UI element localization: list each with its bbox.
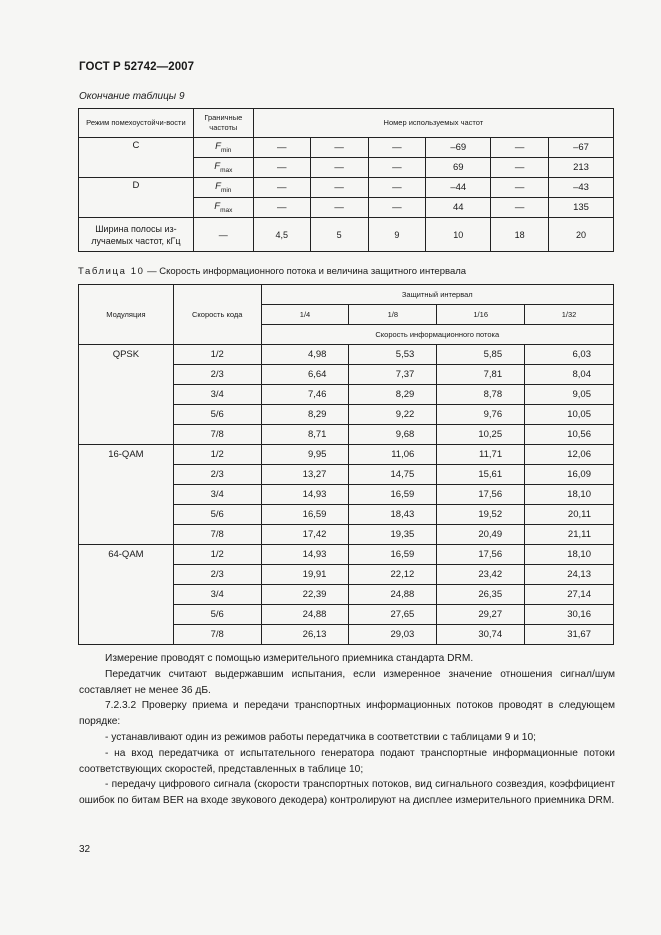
rate-value-cell: 24,88 bbox=[349, 585, 437, 605]
rate-value-cell: 14,75 bbox=[349, 465, 437, 485]
table-row bbox=[79, 445, 614, 465]
rate-value-cell: 22,39 bbox=[261, 585, 349, 605]
rate-value-cell: 17,42 bbox=[261, 525, 349, 545]
guard-interval-value: 1/32 bbox=[525, 305, 614, 325]
modulation-cell: 16-QAM bbox=[79, 445, 174, 545]
mode-cell: C bbox=[79, 138, 194, 178]
table10-caption-text: — Скорость информационного потока и величина защитного интервала bbox=[144, 266, 467, 277]
limit-symbol-sub: min bbox=[220, 146, 232, 154]
modulation-cell: 64-QAM bbox=[79, 545, 174, 645]
rate-value-cell: 8,78 bbox=[437, 385, 525, 405]
value-cell: — bbox=[491, 178, 549, 198]
guard-interval-value: 1/4 bbox=[261, 305, 349, 325]
header-mode: Режим помехоустойчи-вости bbox=[79, 109, 194, 138]
value-cell: –67 bbox=[549, 138, 614, 158]
rate-value-cell: 17,56 bbox=[437, 485, 525, 505]
table10-caption-number: Таблица 10 bbox=[78, 266, 145, 277]
value-cell: — bbox=[491, 138, 549, 158]
rate-value-cell: 23,42 bbox=[437, 565, 525, 585]
value-cell: — bbox=[310, 138, 368, 158]
limit-symbol bbox=[193, 138, 253, 158]
rate-value-cell: 20,11 bbox=[525, 505, 614, 525]
value-cell: –44 bbox=[426, 178, 491, 198]
rate-value-cell: 26,13 bbox=[261, 625, 349, 645]
paragraph: 7.2.3.2 Проверку приема и передачи транспортных информационных потоков проводят в следующем порядке: bbox=[79, 700, 615, 728]
value-cell: — bbox=[310, 178, 368, 198]
limit-symbol-sub: max bbox=[220, 166, 233, 174]
code-rate-cell: 1/2 bbox=[173, 445, 261, 465]
rate-value-cell: 16,59 bbox=[349, 545, 437, 565]
rate-value-cell: 9,95 bbox=[261, 445, 349, 465]
rate-value-cell: 16,09 bbox=[525, 465, 614, 485]
rate-value-cell: 21,11 bbox=[525, 525, 614, 545]
rate-value-cell: 24,13 bbox=[525, 565, 614, 585]
rate-value-cell: 20,49 bbox=[437, 525, 525, 545]
value-cell: –43 bbox=[549, 178, 614, 198]
document-header: ГОСТ Р 52742—2007 bbox=[79, 61, 195, 73]
value-cell: — bbox=[368, 138, 426, 158]
value-cell: 44 bbox=[426, 198, 491, 218]
rate-value-cell: 30,16 bbox=[525, 605, 614, 625]
rate-value-cell: 6,64 bbox=[261, 365, 349, 385]
rate-value-cell: 8,29 bbox=[261, 405, 349, 425]
code-rate-cell: 5/6 bbox=[173, 405, 261, 425]
rate-value-cell: 8,71 bbox=[261, 425, 349, 445]
page-number: 32 bbox=[79, 844, 91, 855]
rate-value-cell: 13,27 bbox=[261, 465, 349, 485]
value-cell: — bbox=[491, 198, 549, 218]
rate-value-cell: 9,05 bbox=[525, 385, 614, 405]
rate-value-cell: 5,85 bbox=[437, 345, 525, 365]
paragraph: Передатчик считают выдержавшим испытания, если измеренное значение отношения сигнал/шум составляет не менее 36 дБ. bbox=[79, 668, 615, 696]
table-10 bbox=[78, 284, 614, 645]
rate-value-cell: 16,59 bbox=[349, 485, 437, 505]
code-rate-cell: 3/4 bbox=[173, 585, 261, 605]
rate-value-cell: 10,25 bbox=[437, 425, 525, 445]
rate-value-cell: 15,61 bbox=[437, 465, 525, 485]
limit-symbol bbox=[193, 198, 253, 218]
rate-value-cell: 8,29 bbox=[349, 385, 437, 405]
rate-value-cell: 29,03 bbox=[349, 625, 437, 645]
modulation-cell: QPSK bbox=[79, 345, 174, 445]
code-rate-cell: 1/2 bbox=[173, 545, 261, 565]
code-rate-cell: 5/6 bbox=[173, 605, 261, 625]
rate-value-cell: 11,71 bbox=[437, 445, 525, 465]
rate-value-cell: 7,46 bbox=[261, 385, 349, 405]
list-item: - устанавливают один из режимов работы передатчика в соответствии с таблицами 9 и 10; bbox=[105, 731, 536, 743]
value-cell: 18 bbox=[491, 218, 549, 252]
value-cell: 5 bbox=[310, 218, 368, 252]
value-cell: — bbox=[368, 178, 426, 198]
rate-value-cell: 11,06 bbox=[349, 445, 437, 465]
value-cell: — bbox=[368, 198, 426, 218]
value-cell: — bbox=[253, 178, 310, 198]
limit-symbol-letter: F bbox=[214, 161, 221, 173]
limit-symbol-letter: F bbox=[215, 181, 221, 193]
value-cell: 69 bbox=[426, 158, 491, 178]
rate-value-cell: 14,93 bbox=[261, 545, 349, 565]
rate-value-cell: 19,52 bbox=[437, 505, 525, 525]
bandwidth-label: Ширина полосы из-лучаемых частот, кГц bbox=[79, 218, 194, 252]
rate-value-cell: 12,06 bbox=[525, 445, 614, 465]
code-rate-cell: 7/8 bbox=[173, 525, 261, 545]
code-rate-cell: 5/6 bbox=[173, 505, 261, 525]
code-rate-cell: 2/3 bbox=[173, 565, 261, 585]
rate-value-cell: 17,56 bbox=[437, 545, 525, 565]
value-cell: — bbox=[310, 158, 368, 178]
table9-caption: Окончание таблицы 9 bbox=[79, 91, 185, 102]
code-rate-cell: 2/3 bbox=[173, 465, 261, 485]
guard-interval-value: 1/16 bbox=[437, 305, 525, 325]
header-code-rate: Скорость кода bbox=[173, 285, 261, 345]
value-cell: 4,5 bbox=[253, 218, 310, 252]
list-item: - передачу цифрового сигнала (скорости транспортных потоков, вид сигнального созвездия, коэффициент ошибок по битам BER на входе звукового декодера) контролируют на дисплее измерительного приемника DRM. bbox=[79, 779, 615, 807]
code-rate-cell: 7/8 bbox=[173, 625, 261, 645]
body-text bbox=[79, 651, 615, 809]
code-rate-cell: 7/8 bbox=[173, 425, 261, 445]
limit-symbol bbox=[193, 178, 253, 198]
value-cell: — bbox=[253, 198, 310, 218]
rate-value-cell: 18,43 bbox=[349, 505, 437, 525]
rate-value-cell: 16,59 bbox=[261, 505, 349, 525]
value-cell: 135 bbox=[549, 198, 614, 218]
header-freq-number: Номер используемых частот bbox=[253, 109, 613, 138]
header-modulation: Модуляция bbox=[79, 285, 174, 345]
value-cell: — bbox=[368, 158, 426, 178]
rate-value-cell: 10,56 bbox=[525, 425, 614, 445]
limit-symbol-letter: F bbox=[215, 141, 221, 153]
rate-value-cell: 7,81 bbox=[437, 365, 525, 385]
rate-value-cell: 26,35 bbox=[437, 585, 525, 605]
rate-value-cell: 6,03 bbox=[525, 345, 614, 365]
value-cell: 10 bbox=[426, 218, 491, 252]
table-row bbox=[79, 345, 614, 365]
value-cell: — bbox=[193, 218, 253, 252]
rate-value-cell: 4,98 bbox=[261, 345, 349, 365]
rate-value-cell: 8,04 bbox=[525, 365, 614, 385]
header-info-rate: Скорость информационного потока bbox=[261, 325, 613, 345]
list-item: - на вход передатчика от испытательного генератора подают транспортные информационные потоки соответствующих скоростей, представленных в таблице 10; bbox=[79, 747, 615, 775]
value-cell: — bbox=[491, 158, 549, 178]
code-rate-cell: 1/2 bbox=[173, 345, 261, 365]
rate-value-cell: 22,12 bbox=[349, 565, 437, 585]
value-cell: –69 bbox=[426, 138, 491, 158]
mode-cell: D bbox=[79, 178, 194, 218]
rate-value-cell: 19,91 bbox=[261, 565, 349, 585]
rate-value-cell: 5,53 bbox=[349, 345, 437, 365]
value-cell: — bbox=[253, 158, 310, 178]
rate-value-cell: 9,76 bbox=[437, 405, 525, 425]
table10-caption bbox=[78, 266, 466, 277]
rate-value-cell: 24,88 bbox=[261, 605, 349, 625]
limit-symbol-letter: F bbox=[214, 201, 221, 213]
code-rate-cell: 3/4 bbox=[173, 485, 261, 505]
limit-symbol bbox=[193, 158, 253, 178]
rate-value-cell: 29,27 bbox=[437, 605, 525, 625]
limit-symbol-sub: min bbox=[220, 186, 232, 194]
rate-value-cell: 31,67 bbox=[525, 625, 614, 645]
header-guard-interval: Защитный интервал bbox=[261, 285, 613, 305]
table-9 bbox=[78, 108, 614, 252]
rate-value-cell: 9,68 bbox=[349, 425, 437, 445]
code-rate-cell: 2/3 bbox=[173, 365, 261, 385]
header-limits: Граничные частоты bbox=[193, 109, 253, 138]
code-rate-cell: 3/4 bbox=[173, 385, 261, 405]
rate-value-cell: 30,74 bbox=[437, 625, 525, 645]
limit-symbol-sub: max bbox=[220, 206, 233, 214]
value-cell: 20 bbox=[549, 218, 614, 252]
table-row bbox=[79, 545, 614, 565]
rate-value-cell: 9,22 bbox=[349, 405, 437, 425]
value-cell: — bbox=[253, 138, 310, 158]
value-cell: — bbox=[310, 198, 368, 218]
rate-value-cell: 14,93 bbox=[261, 485, 349, 505]
table-row bbox=[79, 138, 614, 158]
paragraph: Измерение проводят с помощью измерительного приемника стандарта DRM. bbox=[105, 653, 474, 664]
value-cell: 9 bbox=[368, 218, 426, 252]
rate-value-cell: 27,14 bbox=[525, 585, 614, 605]
rate-value-cell: 10,05 bbox=[525, 405, 614, 425]
rate-value-cell: 19,35 bbox=[349, 525, 437, 545]
rate-value-cell: 18,10 bbox=[525, 485, 614, 505]
rate-value-cell: 18,10 bbox=[525, 545, 614, 565]
rate-value-cell: 27,65 bbox=[349, 605, 437, 625]
guard-interval-value: 1/8 bbox=[349, 305, 437, 325]
rate-value-cell: 7,37 bbox=[349, 365, 437, 385]
value-cell: 213 bbox=[549, 158, 614, 178]
table-row bbox=[79, 178, 614, 198]
